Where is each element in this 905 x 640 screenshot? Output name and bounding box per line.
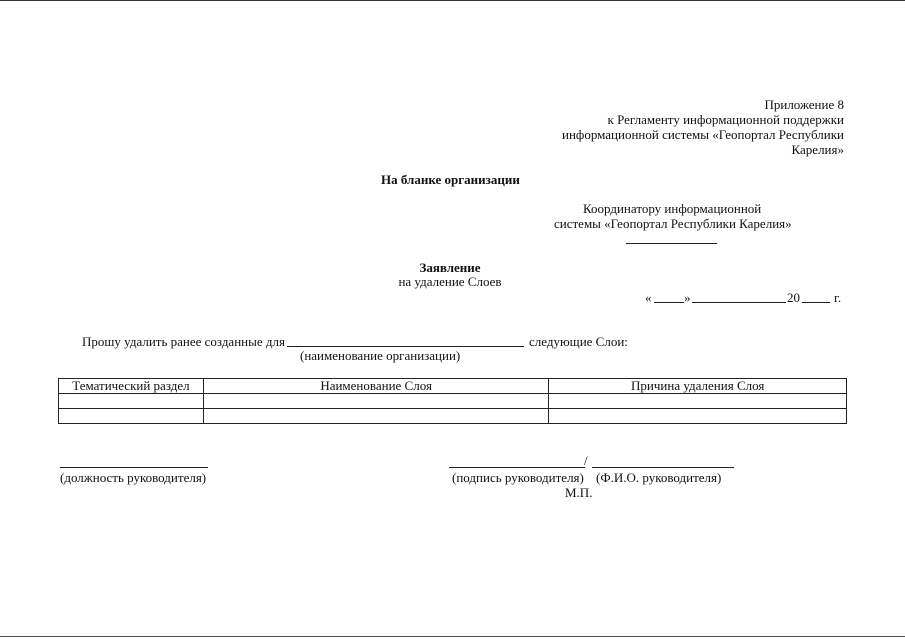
table-header-row [59, 379, 847, 394]
appendix-line-karelia: Карелия» [791, 142, 844, 157]
table-row [59, 394, 847, 409]
date-month-line [692, 302, 786, 303]
date-century: 20 [787, 290, 800, 305]
letterhead-note: На бланке организации [381, 172, 520, 187]
addressee-line2: системы «Геопортал Республики Карелия» [554, 216, 792, 231]
request-suffix: следующие Слои: [529, 334, 628, 349]
position-caption: (должность руководителя) [60, 470, 207, 485]
addressee-line1: Координатору информационной [583, 201, 762, 216]
date-close-quote: » [684, 290, 691, 305]
signature-slash: / [584, 453, 588, 468]
full-name-caption: (Ф.И.О. руководителя) [596, 470, 722, 485]
signature-caption: (подпись руководителя) [452, 470, 584, 485]
table-row [59, 409, 847, 424]
header-layer-name: Наименование Слоя [203, 379, 549, 394]
header-thematic-section: Тематический раздел [59, 379, 204, 394]
document-subtitle: на удаление Слоев [398, 274, 502, 289]
organization-caption: (наименование организации) [300, 348, 461, 363]
date-day-line [654, 302, 684, 303]
full-name-line [592, 467, 734, 468]
table-cell[interactable] [549, 394, 847, 409]
signature-line [449, 467, 585, 468]
request-prefix: Прошу удалить ранее созданные для [82, 334, 285, 349]
date-year-line [802, 302, 830, 303]
layers-table [58, 378, 847, 424]
table-cell[interactable] [549, 409, 847, 424]
appendix-line-regulation: к Регламенту информационной поддержки [607, 112, 844, 127]
page-top-border [0, 0, 905, 1]
appendix-number: Приложение 8 [764, 97, 844, 112]
appendix-line-system: информационной системы «Геопортал Республики [561, 127, 844, 142]
stamp-place: М.П. [565, 485, 593, 500]
header-deletion-reason: Причина удаления Слоя [549, 379, 847, 394]
table-cell[interactable] [59, 394, 204, 409]
date-open-quote: « [645, 290, 652, 305]
document-title: Заявление [419, 260, 481, 275]
position-line [60, 467, 208, 468]
table-cell[interactable] [203, 409, 549, 424]
organization-name-line [287, 346, 524, 347]
table-cell[interactable] [203, 394, 549, 409]
addressee-name-line [626, 243, 717, 244]
date-year-suffix: г. [834, 290, 842, 305]
table-cell[interactable] [59, 409, 204, 424]
page-bottom-border [0, 636, 905, 637]
